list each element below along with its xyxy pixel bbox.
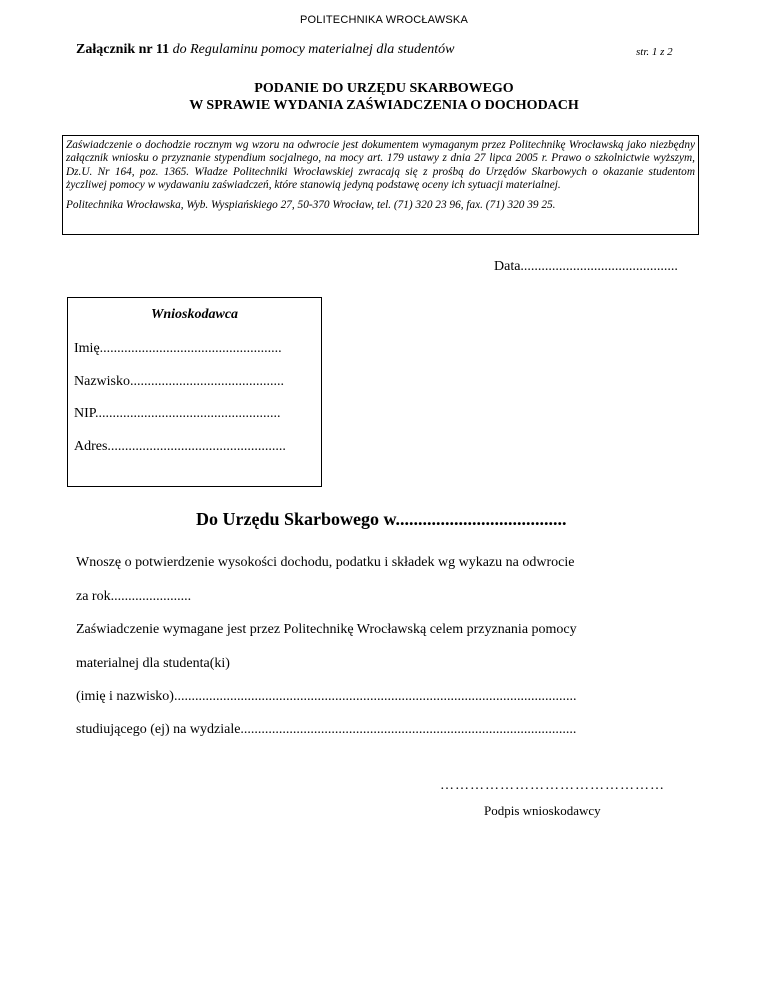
info-box [62,135,699,235]
signature-label: Podpis wnioskodawcy [484,803,601,818]
document-title [0,80,768,114]
body-line-4: materialnej dla studenta(ki) [76,656,230,671]
body-line-1: Wnoszę o potwierdzenie wysokości dochodu, podatku i składek wg wykazu na odwrocie [76,555,575,570]
nip-field[interactable]: NIP..................................................... [74,406,281,421]
signature-line[interactable]: ……………………………………… [440,778,665,793]
title-line-2: W SPRAWIE WYDANIA ZAŚWIADCZENIA O DOCHODACH [189,98,579,113]
applicant-heading: Wnioskodawca [150,307,239,322]
attachment-line [76,42,455,58]
info-contact: Politechnika Wrocławska, Wyb. Wyspiańskiego 27, 50-370 Wrocław, tel. (71) 320 23 96, fax. (71) 320 39 25. [66,198,556,211]
attachment-regulation: do Regulaminu pomocy materialnej dla studentów [172,42,455,57]
tax-office-field[interactable]: Do Urzędu Skarbowego w...................................... [196,509,567,529]
body-line-3: Zaświadczenie wymagane jest przez Politechnikę Wrocławską celem przyznania pomocy [76,622,577,637]
date-field[interactable]: Data............................................. [494,259,678,274]
info-paragraph: Zaświadczenie o dochodzie rocznym wg wzoru na odwrocie jest dokumentem wymaganym przez Politechnikę Wrocławską jako niezbędny załącznik wniosku o przyznanie stypendium socjalnego, na mocy art. 179 ustawy z dnia 27 lipca 2005 r. Prawo o szkolnictwie wyższym, Dz.U. Nr 164, poz. 1365. Władze Politechniki Wrocławskiej zwracają się z prośbą do Urzędów Skarbowych o okazanie studentom życzliwej pomocy w wydawaniu zaświadczeń, które stanowią jedyną podstawę oceny ich sytuacji materialnej. [66,139,695,192]
last-name-field[interactable]: Nazwisko............................................ [74,374,284,389]
year-field[interactable]: za rok....................... [76,589,192,604]
page-number: str. 1 z 2 [636,46,673,58]
first-name-field[interactable]: Imię.................................................... [74,341,282,356]
address-field[interactable]: Adres................................................... [74,439,286,454]
applicant-box [67,297,322,487]
faculty-field[interactable]: studiującego (ej) na wydziale................................................................................................ [76,722,577,737]
student-name-field[interactable]: (imię i nazwisko)................................................................................................................... [76,689,577,704]
attachment-number: Załącznik nr 11 [76,42,170,57]
page-header: POLITECHNIKA WROCŁAWSKA [300,14,468,26]
title-line-1: PODANIE DO URZĘDU SKARBOWEGO [254,81,514,96]
